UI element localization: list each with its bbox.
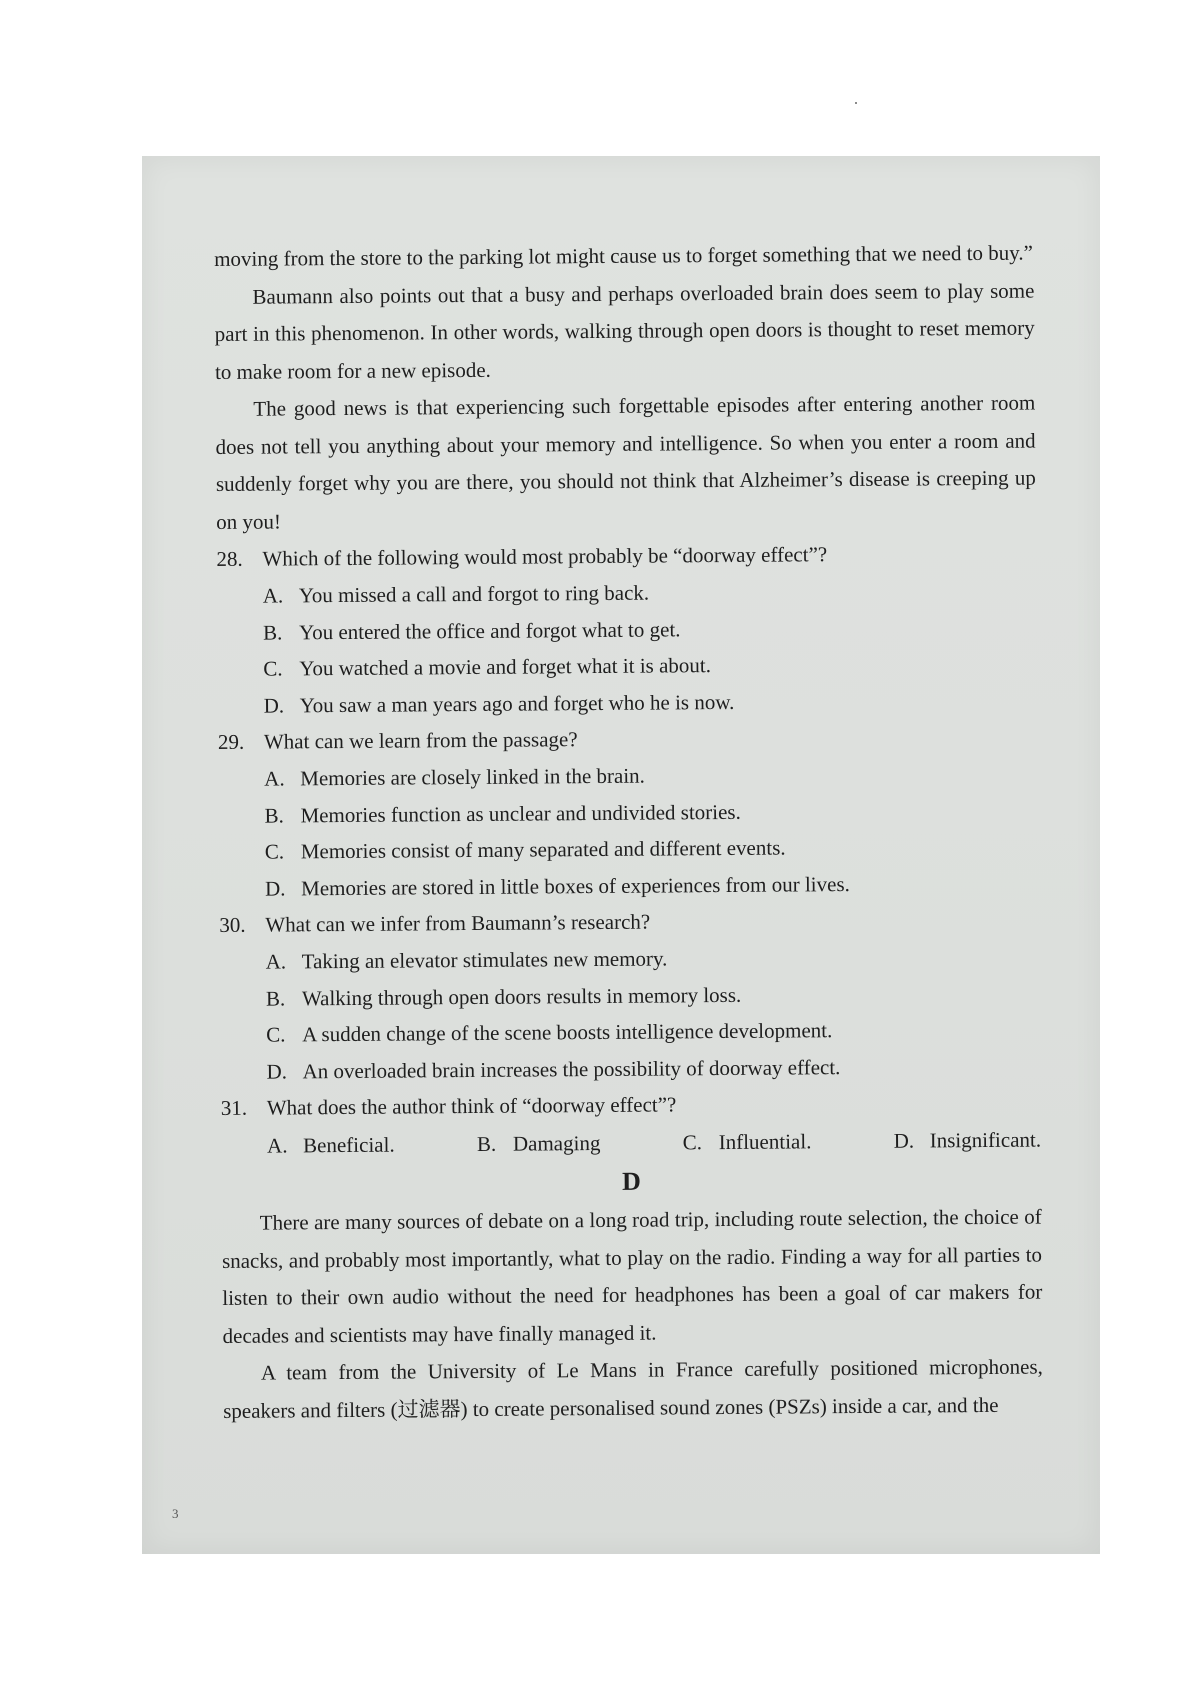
question-text: What does the author think of “doorway effect”?: [266, 1092, 677, 1120]
option-b: B. Memories function as unclear and undivided stories.: [264, 799, 741, 828]
passage-paragraph: Baumann also points out that a busy and perhaps overloaded brain does seem to play some part in this phenomenon. In other words, walking through open doors is thought to reset memory to make room for a new episode.: [214, 278, 1035, 384]
question-number: 29.: [217, 729, 245, 754]
page-number: 3: [172, 1506, 179, 1521]
option-d: D. An overloaded brain increases the possibility of doorway effect.: [266, 1054, 841, 1084]
question-stem: [221, 1084, 1041, 1127]
option-b: B. You entered the office and forgot what to get.: [262, 616, 681, 645]
option-a: A. You missed a call and forgot to ring back.: [262, 580, 650, 608]
option-b: B. Walking through open doors results in memory loss.: [265, 982, 742, 1011]
question-text: What can we learn from the passage?: [263, 727, 578, 754]
question-stem: [216, 535, 1036, 578]
question-number: 31.: [220, 1095, 248, 1120]
section-title: D: [621, 1166, 641, 1196]
option-c: C. Memories consist of many separated and different events.: [264, 835, 786, 864]
option-d: D. You saw a man years ago and forget who he is now.: [263, 689, 735, 718]
scanned-page: [142, 156, 1100, 1554]
question-28: [216, 535, 1037, 724]
question-text: What can we infer from Baumann’s research?: [265, 909, 651, 937]
passage-paragraph: The good news is that experiencing such forgettable episodes after entering another room does not tell you anything about your memory and intelligence. So when you enter a room and suddenly forget why you are there, you should not think that Alzheimer’s disease is creeping up on you!: [215, 390, 1036, 534]
option-a: A. Beneficial.: [267, 1132, 395, 1158]
question-29: [218, 718, 1039, 907]
question-number: 28.: [216, 546, 243, 571]
option-c: C. A sudden change of the scene boosts intelligence development.: [266, 1018, 833, 1047]
option-b: B. Damaging: [476, 1130, 601, 1156]
passage-paragraph: There are many sources of debate on a long road trip, including route selection, the choice of snacks, and probably most importantly, what to play on the radio. Finding a way for all parties to listen to their own audio without the need for headphones has been a goal of car makers for decades and scientists may have finally managed it.: [221, 1204, 1043, 1348]
option-c: C. Influential.: [682, 1129, 812, 1155]
question-stem: [219, 901, 1039, 944]
question-31: [221, 1084, 1042, 1165]
question-number: 30.: [219, 912, 246, 937]
question-stem: [218, 718, 1038, 761]
passage-paragraph: A team from the University of Le Mans in France carefully positioned microphones, speakers and filters (过滤器) to create personalised sound zones (PSZs) inside a car, and the: [223, 1354, 1043, 1423]
option-a: A. Memories are closely linked in the brain.: [264, 763, 645, 791]
question-30: [219, 901, 1040, 1090]
scan-speck: [855, 102, 857, 104]
option-c: C. You watched a movie and forget what it is about.: [263, 653, 712, 681]
option-a: A. Taking an elevator stimulates new memory.: [265, 946, 668, 974]
option-row: [221, 1121, 1041, 1165]
page-content: [214, 235, 1043, 1430]
option-d: D. Memories are stored in little boxes of experiences from our lives.: [264, 871, 850, 901]
question-text: Which of the following would most probably be “doorway effect”?: [262, 542, 828, 571]
option-d: D. Insignificant.: [893, 1127, 1042, 1153]
passage-paragraph: moving from the store to the parking lot might cause us to forget something that we need to buy.”: [214, 240, 1034, 271]
